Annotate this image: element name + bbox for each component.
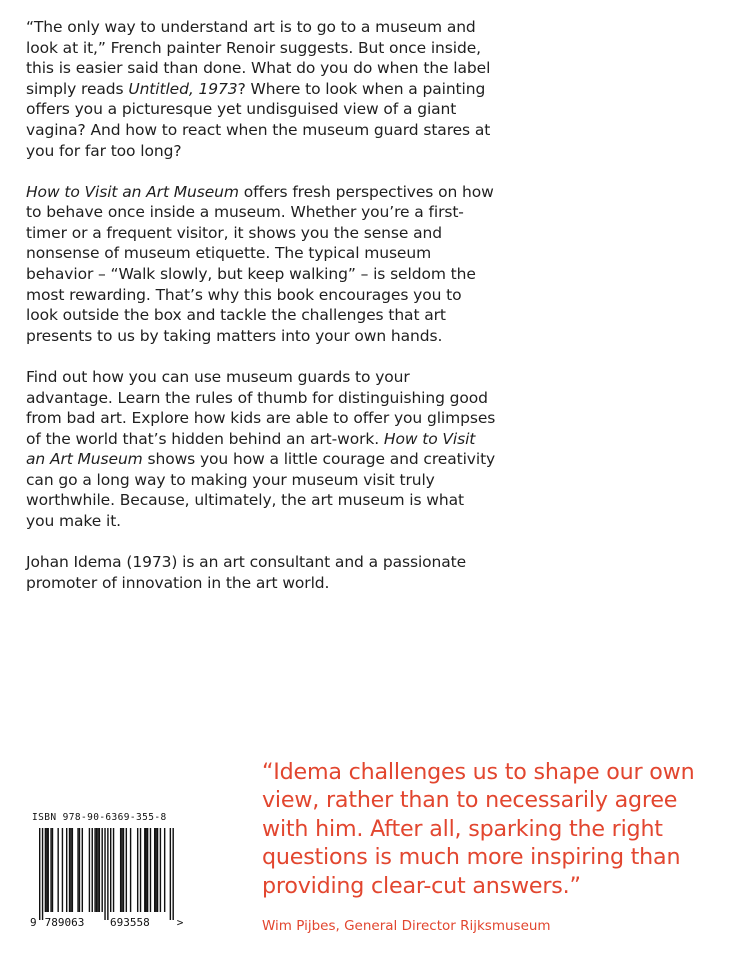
barcode-bar [160,828,161,912]
barcode-bar [72,828,73,912]
barcode-bar [147,828,148,912]
barcode-bar [172,828,173,920]
barcode-bar [66,828,67,912]
barcode-bar [130,828,131,912]
barcode-bar [157,828,158,912]
author-bio [26,552,496,593]
blurb-text [26,17,496,614]
barcode-bar [70,828,71,912]
barcode-image [30,826,190,932]
barcode-bar [42,828,43,920]
barcode-bar [82,828,83,912]
text-run: offers fresh perspectives on how to behave once inside a museum. Whether you’re a first-timer or a frequent visitor, it shows you the sense and nonsense of museum etiquette. The typical museum behavior – “Walk slowly, but keep walking” – is seldom the most rewarding. That’s why this book encourages you to look outside the box and tackle the challenges that art presents to us by taking matters into your own hands. [26,182,494,345]
barcode-bar [94,828,95,912]
barcode-bar [137,828,138,912]
barcode-bar [150,828,151,912]
text-run: “The only way to understand art is to go to a museum and look at it,” French painter Renoir suggests. But once inside, this is easier said than done. What do you do when the label simply reads [26,18,491,98]
barcode-bar [92,828,93,912]
barcode-bar [97,828,98,912]
barcode-bar [107,828,108,920]
barcode-bar [89,828,90,912]
barcode-bar [77,828,78,912]
barcode-bar [69,828,70,912]
barcode-bar [101,828,102,912]
barcode-bar [170,828,171,920]
barcode-bar [121,828,122,912]
blurb-paragraph-features [26,367,496,532]
text-run: Find out how you can use museum guards to your advantage. Learn the rules of thumb for distinguishing good from bad art. Explore how kids are able to offer you glimpses of the world that’s hidden behind an art-work. [26,367,496,448]
endorsement-quote [262,758,717,934]
barcode-bar [146,828,147,912]
barcode-bar [46,828,47,912]
barcode-bar [96,828,97,912]
barcode-bar [120,828,121,912]
italic-title-run: How to Visit an Art Museum [26,429,476,469]
isbn-label: ISBN 978-90-6369-355-8 [32,812,167,823]
text-run: Johan Idema (1973) is an art consultant and a passionate promoter of innovation in the art world. [26,553,467,592]
barcode-bar [140,828,141,912]
blurb-paragraph-intro [26,17,496,161]
barcode-quiet-zone-marker: > [176,916,184,929]
barcode-bar [52,828,53,912]
barcode-bar [113,828,114,912]
barcode-bar [154,828,155,912]
barcode-bar [110,828,111,912]
barcode-bar [62,828,63,912]
text-run: shows you how a little courage and creativity can go a long way to making your museum visit truly worthwhile. Because, ultimately, the art museum is what you make it. [26,450,496,531]
barcode-bar [45,828,46,912]
barcode-digit-lead: 9 [30,916,37,929]
quote-attribution: Wim Pijbes, General Director Rijksmuseum [262,918,551,935]
barcode-bar [123,828,124,912]
barcode-bar [104,828,105,920]
barcode-bar [57,828,58,912]
barcode-bar [79,828,80,912]
barcode-bar [155,828,156,912]
italic-title-run: Untitled, 1973 [128,79,238,98]
quote-text: “Idema challenges us to shape our own view, rather than to necessarily agree with him. After all, sparking the right questions is much more inspiring than providing clear-cut answers.” [262,759,695,899]
barcode-bar [50,828,51,912]
isbn-barcode [30,812,190,932]
barcode-bar [144,828,145,912]
barcode-bar [48,828,49,912]
barcode-digits-left: 789063 [44,916,85,929]
text-run: ? Where to look when a painting offers you a picturesque yet undisguised view of a giant vagina? And how to react when the museum guard stares at you for far too long? [26,79,491,160]
barcode-bar [126,828,127,912]
blurb-paragraph-description [26,182,496,347]
italic-title-run: How to Visit an Art Museum [26,182,239,201]
barcode-digits-right: 693558 [110,916,150,929]
barcode-bar [99,828,100,912]
barcode-bar [39,828,40,920]
barcode-bar [164,828,165,912]
